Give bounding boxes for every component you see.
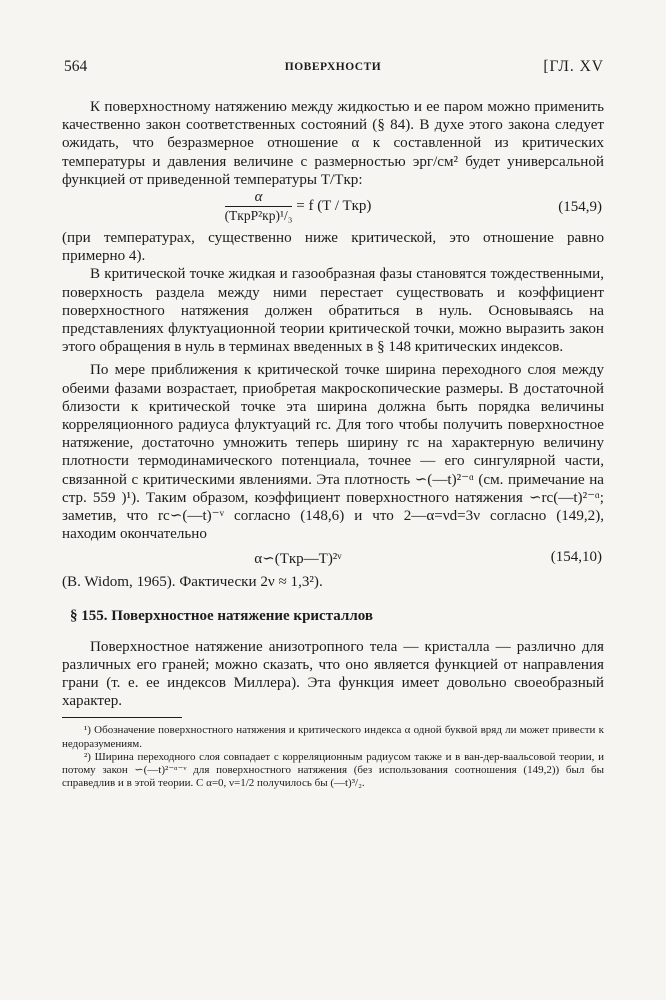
formula-154-10: [62, 543, 604, 573]
equation-number: (154,10): [550, 549, 602, 566]
chapter-label: [ГЛ. XV: [543, 58, 604, 75]
running-title: ПОВЕРХНОСТИ: [284, 61, 382, 73]
footnote-2: ²) Ширина переходного слоя совпадает с корреляционным радиусом также и в ван-дер-ваальсовой теории, и потому закон ∽(—t)²⁻ᵅ⁻ᵛ для поверхностного натяжения (без использования соотношения (149,2)) был бы справедлив и в этой теории. С α=0, ν=1/2 получилось бы (—t)³/₂.: [62, 750, 604, 790]
formula-rhs: = f (T / Tкр): [296, 197, 372, 214]
equation-number: (154,9): [558, 199, 602, 216]
paragraph-1: К поверхностному натяжению между жидкостью и ее паром можно применить качественно закон соответственных состояний (§ 84). В духе этого закона следует ожидать, что безразмерное отношение α к составленной из критических температуры и давления величине с размерностью эрг/см² будет универсальной функцией от приведенной температуры T/Tкр:: [62, 99, 604, 188]
section-heading: § 155. Поверхностное натяжение кристаллов: [70, 607, 373, 624]
paragraph-6: Поверхностное натяжение анизотропного тела — кристалла — различно для различных его граней; можно сказать, что оно является функцией от направления грани (т. е. ее индексов Миллера). Эта функция имеет довольно своеобразный характер.: [62, 638, 604, 710]
formula-fraction: [225, 189, 293, 224]
paragraph-3: В критической точке жидкая и газообразная фазы становятся тождественными, поверхность раздела между ними перестает существовать и коэффициент поверхностного натяжения должен обратиться в нуль. Основываясь на представлениях флуктуационной теории критической точки, можно выразить закон этого обращения в нуль в терминах введенных в § 148 критических индексов.: [62, 266, 604, 356]
formula-expression: α∽(Tкр—T)²ᵛ: [254, 551, 342, 568]
paragraph-4: По мере приближения к критической точке ширина переходного слоя между обеими фазами возрастает, приобретая макроскопические размеры. В достаточной близости к критической точке эта ширина должна быть порядка величины корреляционного радиуса флуктуаций rc. Для того чтобы получить поверхностное натяжение, достаточно умножить теперь ширину rc на характерную величину плотности термодинамического потенциала, точнее — его сингулярной части, связанной с критическими явлениями. Эта плотность ∽(—t)²⁻ᵅ (см. примечание на стр. 559 )¹). Таким образом, коэффициент поверхностного натяжения ∽rc(—t)²⁻ᵅ; заметив, что rc∽(—t)⁻ᵛ согласно (148,6) и что 2—α=νd=3ν согласно (149,2), находим окончательно: [62, 362, 604, 543]
page-header: [62, 58, 604, 82]
paragraph-2: (при температурах, существенно ниже критической, это отношение равно примерно 4).: [62, 230, 604, 265]
formula-numerator: α: [225, 189, 293, 207]
book-page: [62, 58, 604, 791]
page-number: 564: [64, 58, 88, 75]
formula-denominator: (TкрP²кр)¹/₃: [224, 208, 293, 224]
formula-154-9: [62, 189, 604, 229]
footnote-1: ¹) Обозначение поверхностного натяжения и критического индекса α одной буквой вряд ли может привести к недоразумениям.: [62, 724, 604, 750]
footnote-divider: [62, 717, 182, 718]
paragraph-5: (B. Widom, 1965). Фактически 2ν ≈ 1,3²).: [62, 574, 323, 591]
